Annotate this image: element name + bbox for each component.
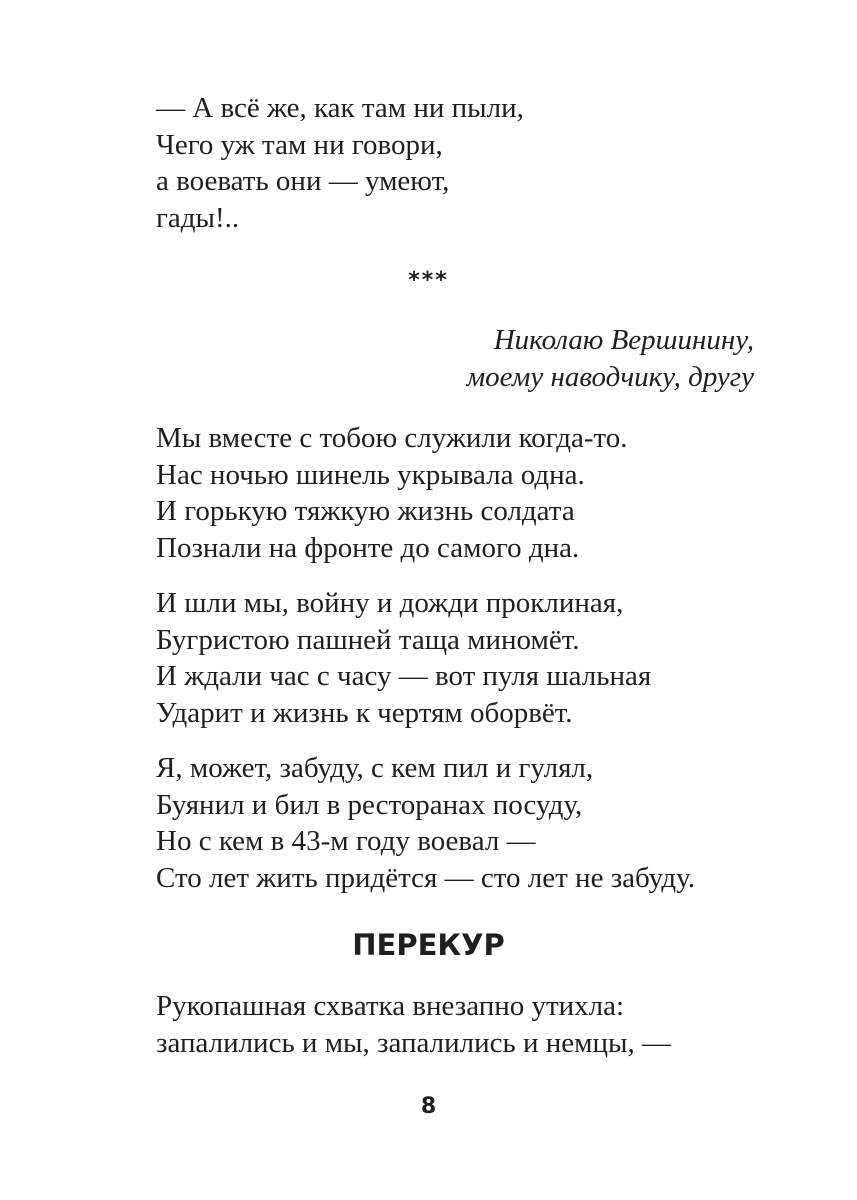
poem-stanza-3: [156, 585, 651, 731]
poem-line: гады!..: [156, 201, 240, 234]
poem-line: запалились и мы, запалились и немцы, —: [156, 1026, 671, 1059]
section-separator: ***: [408, 268, 449, 293]
poem-line: И ждали час с часу — вот пуля шальная: [156, 660, 652, 692]
poem-line: Бугристою пашней таща миномёт.: [156, 623, 580, 656]
poem-line: Но с кем в 43-м году воевал —: [156, 825, 536, 857]
poem-stanza-1: [156, 90, 524, 236]
poem-line: — А всё же, как там ни пыли,: [156, 92, 524, 124]
poem-line: а воевать они — умеют,: [156, 165, 450, 197]
poem-line: Чего уж там ни говори,: [156, 128, 443, 161]
poem-stanza-4: [156, 750, 695, 896]
poem-line: И горькую тяжкую жизнь солдата: [156, 495, 575, 527]
poem-line: Буянил и бил в ресторанах посуду,: [156, 788, 583, 821]
poem-stanza-2: [156, 420, 628, 566]
poem-line: И шли мы, войну и дожди проклиная,: [156, 587, 624, 619]
poem-line: Рукопашная схватка внезапно утихла:: [156, 990, 625, 1022]
poem-line: Я, может, забуду, с кем пил и гулял,: [156, 752, 594, 784]
poem-stanza-5: [156, 988, 671, 1061]
dedication: [467, 322, 754, 395]
dedication-line: Николаю Вершинину,: [493, 324, 754, 356]
poem-line: Нас ночью шинель укрывала одна.: [156, 458, 585, 491]
poem-line: Сто лет жить придётся — сто лет не забуду.: [156, 861, 695, 894]
poem-line: Мы вместе с тобою служили когда-то.: [156, 422, 628, 454]
poem-line: Ударит и жизнь к чертям оборвёт.: [156, 696, 573, 729]
poem-line: Познали на фронте до самого дна.: [156, 531, 580, 564]
poem-title: ПЕРЕКУР: [352, 928, 505, 962]
dedication-line: моему наводчику, другу: [466, 360, 754, 393]
page-number: 8: [420, 1094, 437, 1119]
